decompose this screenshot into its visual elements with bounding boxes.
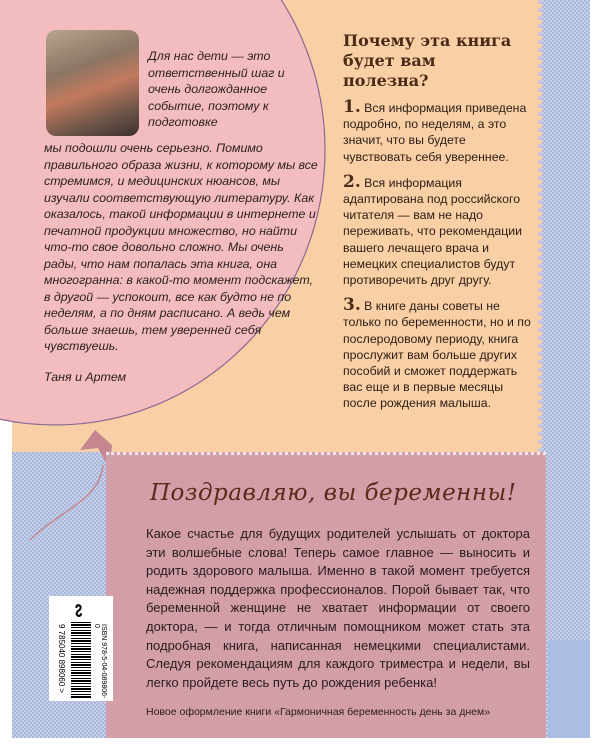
- point-number: 1.: [343, 97, 361, 117]
- point-text: В книге даны советы не только по беременности, но и по послеродовому периоду, книга прослужит вам больше других пособий и сможет поддержать вас еще и в первые месяцы после рождения малыша.: [343, 299, 531, 411]
- why-point-1: [343, 99, 531, 165]
- point-text: Вся информация адаптирована под российского читателя — вам не надо переживать, что рекомендации вашего лечащего врача и немецких специалистов будут противоречить друг другу.: [343, 175, 523, 288]
- description-block: [146, 525, 530, 718]
- testimonial-text: мы подошли очень серьезно. Помимо правильного образа жизни, к которому мы все стремимся, и медицинских нюансов, мы изучали соответствующую литературу. Как оказалось, такой информации в интернете и печатной продукции множество, но найти что-то свое довольно сложно. Мы очень рады, что нам попалась эта книга, она многогранна: в какой-то момент подскажет, в другой — успокоит, все как будто не по неделям, а по дням расписано. А ведь чем больше знаешь, тем уверенней себя чувствуешь.: [44, 141, 318, 353]
- testimonial: [44, 30, 319, 385]
- point-number: 2.: [343, 171, 361, 192]
- description: Какое счастье для будущих родителей услышать от доктора эти волшебные слова! Теперь самое главное — выносить и родить здорового малыша. Именно в такой момент требуется надежная поддержка профессионалов. Порой бывает так, что беременной женщине не хватает информации от своего доктора, — и тогда отличным помощником может стать эта подробная книга, написанная немецкими специалистами. Следуя рекомендациям для каждого триместра и недели, вы легко пройдете весь путь до рождения ребенка!: [146, 526, 530, 690]
- testimonial-intro: Для нас дети — это ответственный шаг и очень долгожданное событие, поэтому к подготовке: [148, 49, 285, 129]
- publisher-logo-icon: ∾: [69, 602, 90, 619]
- barcode-bars: [71, 622, 91, 698]
- headline: Поздравляю, вы беременны!: [150, 480, 517, 506]
- isbn-text: ISBN 978-5-04-089806-0: [93, 624, 107, 699]
- barcode-number: 9 785040 898060 >: [57, 624, 66, 694]
- footnote: Новое оформление книги «Гармоничная беременность день за днем»: [146, 706, 491, 719]
- point-text: Вся информация приведена подробно, по неделям, а это значит, что вы будете чувствовать себя увереннее.: [343, 101, 527, 164]
- why-point-3: [343, 297, 531, 411]
- testimonial-signature: Таня и Артем: [44, 369, 127, 384]
- balloon-string: [30, 465, 103, 540]
- couple-photo: [46, 30, 139, 136]
- point-number: 3.: [343, 295, 361, 316]
- barcode-box: [49, 596, 113, 701]
- why-title: Почему эта книга будет вам полезна?: [343, 31, 512, 90]
- why-section: [343, 31, 531, 421]
- why-point-2: [343, 171, 531, 288]
